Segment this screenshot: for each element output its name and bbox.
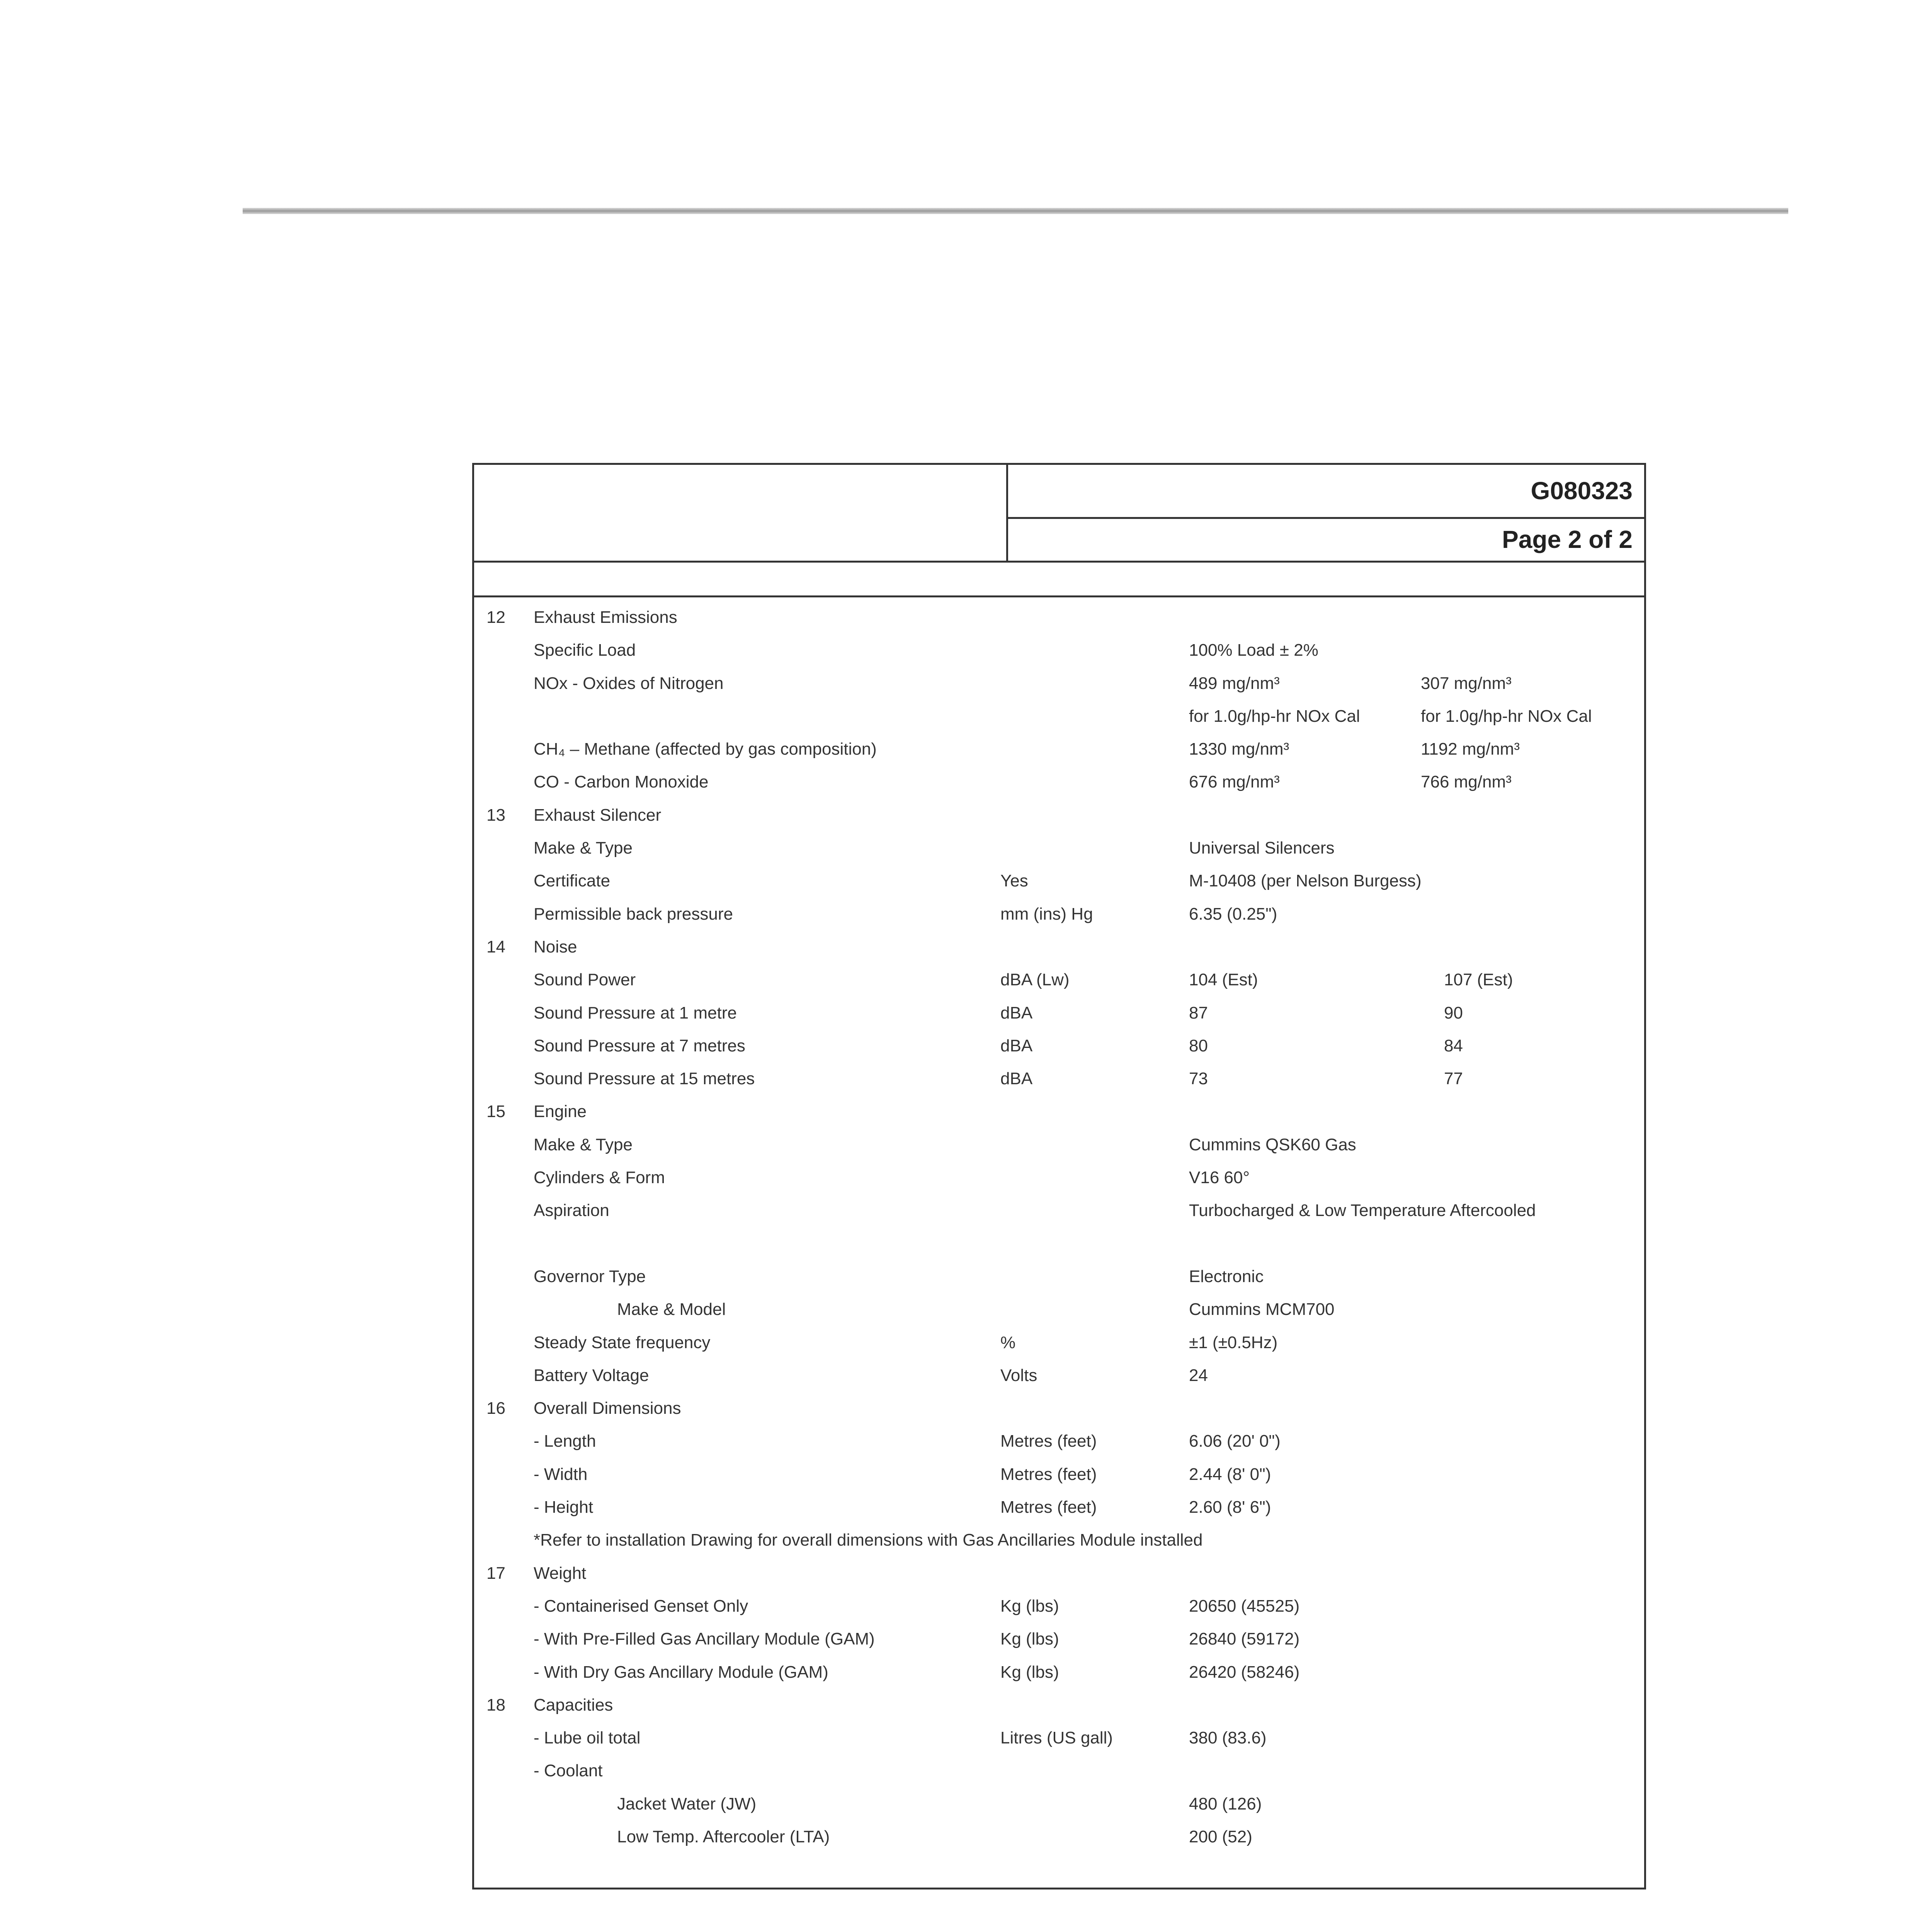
spec-unit: Metres (feet) xyxy=(1000,1498,1097,1517)
item-number: 15 xyxy=(486,1102,505,1121)
spec-label: Sound Pressure at 7 metres xyxy=(534,1036,745,1055)
spec-row xyxy=(474,769,1644,801)
spec-value-1: 26840 (59172) xyxy=(1189,1629,1300,1649)
spec-label: Make & Type xyxy=(534,838,633,858)
spec-row xyxy=(474,1098,1644,1131)
spec-label: Make & Model xyxy=(617,1300,726,1319)
spec-value-1: 489 mg/nm³ xyxy=(1189,673,1280,693)
spec-label: Jacket Water (JW) xyxy=(617,1794,757,1813)
item-number: 17 xyxy=(486,1563,505,1583)
spec-value-2: 107 (Est) xyxy=(1444,970,1513,990)
spec-label: Exhaust Silencer xyxy=(534,805,662,825)
spec-unit: % xyxy=(1000,1333,1016,1352)
item-number: 16 xyxy=(486,1399,505,1418)
spec-row xyxy=(474,901,1644,934)
spec-row xyxy=(474,1296,1644,1329)
spec-label: Weight xyxy=(534,1563,587,1583)
spec-label: Capacities xyxy=(534,1695,613,1714)
spec-row xyxy=(474,1527,1644,1560)
spec-row xyxy=(474,604,1644,637)
spec-value-1: Electronic xyxy=(1189,1267,1264,1286)
spec-label: Exhaust Emissions xyxy=(534,608,677,627)
spec-label: - With Dry Gas Ancillary Module (GAM) xyxy=(534,1662,828,1682)
spec-row xyxy=(474,1791,1644,1823)
spec-unit: Litres (US gall) xyxy=(1000,1728,1113,1748)
spec-row xyxy=(474,1065,1644,1098)
item-number: 14 xyxy=(486,937,505,956)
spec-row xyxy=(474,1626,1644,1658)
spec-row xyxy=(474,966,1644,999)
spec-unit: dBA (Lw) xyxy=(1000,970,1070,990)
spec-row xyxy=(474,1329,1644,1362)
spec-label: - Height xyxy=(534,1498,594,1517)
spec-row xyxy=(474,1362,1644,1395)
spec-unit: Yes xyxy=(1000,871,1028,891)
spec-value-1: 80 xyxy=(1189,1036,1208,1055)
spec-value-1: 104 (Est) xyxy=(1189,970,1258,990)
spec-unit: Metres (feet) xyxy=(1000,1432,1097,1451)
spec-row xyxy=(474,1560,1644,1593)
page-indicator: Page 2 of 2 xyxy=(1502,526,1633,553)
spec-value-1: 73 xyxy=(1189,1069,1208,1088)
spec-value-1: 200 (52) xyxy=(1189,1827,1252,1846)
spec-row xyxy=(474,1593,1644,1626)
spec-label: Certificate xyxy=(534,871,611,891)
section-divider xyxy=(474,595,1644,597)
spec-value-1: 100% Load ± 2% xyxy=(1189,641,1318,660)
spec-row xyxy=(474,1032,1644,1065)
spec-value-2: 77 xyxy=(1444,1069,1463,1088)
spec-label: - With Pre-Filled Gas Ancillary Module (GAM) xyxy=(534,1629,875,1649)
spec-value-1: 20650 (45525) xyxy=(1189,1596,1300,1616)
spec-row xyxy=(474,1725,1644,1757)
spec-row xyxy=(474,867,1644,900)
spec-label: CO - Carbon Monoxide xyxy=(534,772,709,792)
spec-value-2: 84 xyxy=(1444,1036,1463,1055)
spec-label: Aspiration xyxy=(534,1201,609,1220)
spec-row xyxy=(474,802,1644,835)
item-number: 18 xyxy=(486,1695,505,1714)
spec-row xyxy=(474,1494,1644,1527)
spec-label: Steady State frequency xyxy=(534,1333,711,1352)
spec-row xyxy=(474,1164,1644,1197)
spec-row xyxy=(474,1428,1644,1461)
header-blank-cell xyxy=(474,465,1008,561)
spec-row xyxy=(474,1230,1644,1263)
spec-row xyxy=(474,1757,1644,1790)
spec-label: Cylinders & Form xyxy=(534,1168,665,1187)
spec-value-2: 1192 mg/nm³ xyxy=(1421,740,1520,759)
spec-label: - Containerised Genset Only xyxy=(534,1596,748,1616)
spec-unit: Volts xyxy=(1000,1366,1037,1385)
spec-value-2: 90 xyxy=(1444,1003,1463,1022)
spec-label: Battery Voltage xyxy=(534,1366,649,1385)
spec-label: - Coolant xyxy=(534,1761,603,1781)
spec-unit: Kg (lbs) xyxy=(1000,1662,1059,1682)
spec-value-1: Turbocharged & Low Temperature Aftercooled xyxy=(1189,1201,1536,1220)
spec-label: Overall Dimensions xyxy=(534,1399,681,1418)
item-number: 12 xyxy=(486,608,505,627)
spec-unit: dBA xyxy=(1000,1069,1033,1088)
spec-unit: mm (ins) Hg xyxy=(1000,904,1093,923)
spec-label: Sound Pressure at 1 metre xyxy=(534,1003,737,1022)
spec-unit: dBA xyxy=(1000,1003,1033,1022)
spec-label: Low Temp. Aftercooler (LTA) xyxy=(617,1827,830,1846)
spec-row xyxy=(474,703,1644,736)
spec-row xyxy=(474,934,1644,966)
spec-label: - Length xyxy=(534,1432,596,1451)
spec-row xyxy=(474,1000,1644,1032)
spec-label: Specific Load xyxy=(534,641,636,660)
top-rule xyxy=(243,208,1788,214)
spec-value-2: for 1.0g/hp-hr NOx Cal xyxy=(1421,706,1592,726)
document-number: G080323 xyxy=(1008,465,1644,519)
spec-value-1: ±1 (±0.5Hz) xyxy=(1189,1333,1278,1352)
spec-sheet xyxy=(472,463,1646,1889)
spec-value-1: 1330 mg/nm³ xyxy=(1189,740,1289,759)
spec-label: CH₄ – Methane (affected by gas composition) xyxy=(534,740,877,759)
spec-unit: dBA xyxy=(1000,1036,1033,1055)
spec-label: Engine xyxy=(534,1102,587,1121)
spec-label: - Width xyxy=(534,1464,588,1484)
spec-row xyxy=(474,670,1644,703)
spec-label: Sound Power xyxy=(534,970,636,990)
spec-label: NOx - Oxides of Nitrogen xyxy=(534,673,724,693)
spec-row xyxy=(474,1197,1644,1230)
spec-value-1: 676 mg/nm³ xyxy=(1189,772,1280,792)
spec-row xyxy=(474,1395,1644,1428)
spec-unit: Metres (feet) xyxy=(1000,1464,1097,1484)
spec-value-1: 26420 (58246) xyxy=(1189,1662,1300,1682)
spec-label: Sound Pressure at 15 metres xyxy=(534,1069,755,1088)
spec-value-1: Cummins QSK60 Gas xyxy=(1189,1135,1356,1154)
spec-value-1: Universal Silencers xyxy=(1189,838,1335,858)
spec-value-1: 380 (83.6) xyxy=(1189,1728,1267,1748)
spec-value-1: 2.44 (8' 0") xyxy=(1189,1464,1271,1484)
spec-value-2: 766 mg/nm³ xyxy=(1421,772,1512,792)
spec-label: Noise xyxy=(534,937,577,956)
spec-row xyxy=(474,1823,1644,1856)
spec-value-1: 6.35 (0.25") xyxy=(1189,904,1277,923)
spec-value-1: 2.60 (8' 6") xyxy=(1189,1498,1271,1517)
spec-value-1: 87 xyxy=(1189,1003,1208,1022)
spec-label: Permissible back pressure xyxy=(534,904,733,923)
spec-value-1: V16 60° xyxy=(1189,1168,1250,1187)
header-divider xyxy=(474,561,1644,563)
spec-value-1: 6.06 (20' 0") xyxy=(1189,1432,1281,1451)
spec-unit: Kg (lbs) xyxy=(1000,1629,1059,1649)
spec-row xyxy=(474,736,1644,769)
spec-row xyxy=(474,1659,1644,1692)
spec-value-1: M-10408 (per Nelson Burgess) xyxy=(1189,871,1422,891)
spec-row xyxy=(474,1461,1644,1494)
spec-row xyxy=(474,1263,1644,1296)
item-number: 13 xyxy=(486,805,505,825)
spec-row xyxy=(474,1692,1644,1725)
spec-row xyxy=(474,1131,1644,1164)
spec-label: Make & Type xyxy=(534,1135,633,1154)
spec-label: *Refer to installation Drawing for overall dimensions with Gas Ancillaries Module installed xyxy=(534,1531,1203,1550)
spec-value-2: 307 mg/nm³ xyxy=(1421,673,1512,693)
spec-label: - Lube oil total xyxy=(534,1728,641,1748)
spec-value-1: 24 xyxy=(1189,1366,1208,1385)
spec-row xyxy=(474,835,1644,867)
spec-label: Governor Type xyxy=(534,1267,646,1286)
spec-value-1: Cummins MCM700 xyxy=(1189,1300,1335,1319)
spec-unit: Kg (lbs) xyxy=(1000,1596,1059,1616)
spec-value-1: for 1.0g/hp-hr NOx Cal xyxy=(1189,706,1360,726)
spec-rows xyxy=(474,604,1644,1856)
spec-row xyxy=(474,637,1644,670)
spec-value-1: 480 (126) xyxy=(1189,1794,1262,1813)
